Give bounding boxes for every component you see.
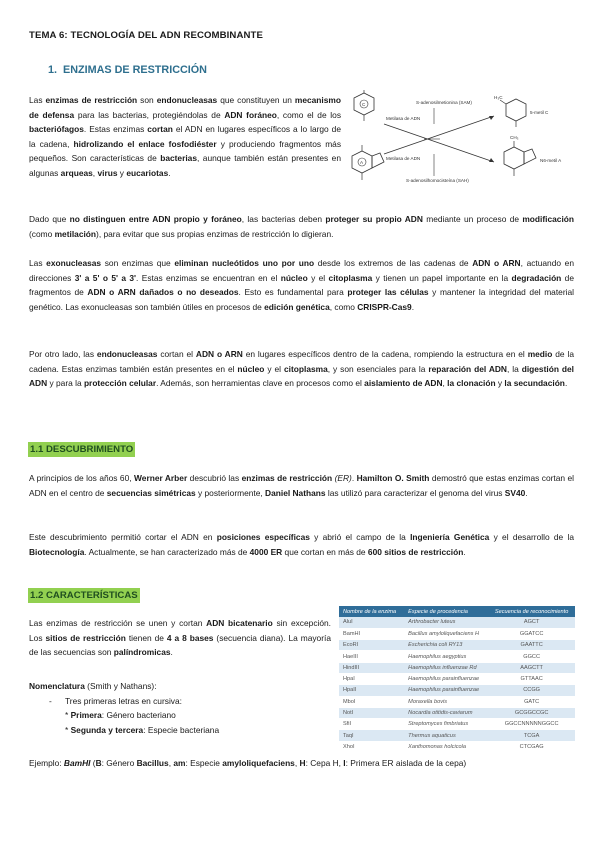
text-run: , las bacterias deben	[241, 214, 326, 224]
text-run: y tienen un papel importante en la	[372, 272, 512, 283]
cytosine-structure	[354, 90, 374, 121]
text-run: citoplasma	[328, 272, 373, 283]
text-run: endonucleasas	[156, 95, 218, 105]
nomenclature-sub-item-1: * Primera: Género bacteriano	[65, 710, 176, 721]
text-run: y abrió el campo de la	[309, 532, 411, 542]
text-run: H	[299, 758, 306, 768]
document-title: TEMA 6: TECNOLOGÍA DEL ADN RECOMBINANTE	[29, 30, 263, 41]
text-run: ,	[294, 758, 300, 768]
text-run: ADN bicatenario	[206, 618, 273, 628]
text-run: .	[463, 546, 466, 557]
intro-paragraph-4	[29, 347, 574, 391]
text-run: medio	[527, 349, 553, 359]
text-run: el ADN en lugares específicos a lo largo de la cadena,	[29, 124, 341, 149]
text-run: secuencias simétricas	[106, 487, 196, 498]
text-run: y el	[307, 272, 329, 283]
table-cell-enzyme: HpaI	[339, 673, 404, 684]
nomenclature-list-text: Tres primeras letras en cursiva:	[65, 695, 182, 706]
table-row	[339, 628, 575, 639]
text-run: amyloliquefaciens	[222, 758, 295, 768]
text-run: y	[495, 378, 505, 389]
text-run: virus	[97, 167, 118, 178]
text-run: enzimas de restricción	[45, 95, 138, 105]
text-run: .	[168, 167, 171, 178]
text-run: (como	[29, 228, 55, 239]
table-row	[339, 741, 575, 752]
text-run: protección celular	[83, 378, 157, 389]
text-run: , actuando en direcciones	[29, 258, 574, 283]
text-run: 600 sitios de restricción	[367, 546, 464, 557]
text-run: , la	[506, 363, 522, 374]
intro-paragraph-1	[29, 93, 341, 181]
text-run: 3' a 5' o 5' a 3'	[74, 272, 137, 283]
text-run: y posteriormente,	[195, 487, 266, 498]
table-cell-sequence: GATC	[488, 696, 575, 707]
text-run: Ejemplo:	[29, 758, 64, 768]
svg-text:A: A	[360, 160, 364, 165]
table-row	[339, 673, 575, 684]
table-cell-species: Escherichia coli RY13	[404, 640, 488, 651]
nomenclature-line	[29, 679, 331, 694]
table-row	[339, 696, 575, 707]
section-1-1-heading: 1.1 DESCUBRIMIENTO	[30, 444, 134, 455]
text-run: ADN foráneo	[224, 109, 277, 120]
table-cell-species: Streptomyces fimbriatus	[404, 719, 488, 730]
table-cell-sequence: GGCC	[488, 651, 575, 662]
text-run: , y son esenciales para la	[327, 363, 429, 374]
text-run: que cortan en más de	[282, 546, 368, 557]
text-run: las utilizó para caracterizar el genoma del virus	[325, 487, 505, 498]
text-run: ,	[442, 378, 448, 389]
text-run: bacterias	[160, 153, 197, 164]
text-run: endonucleasas	[96, 349, 158, 359]
table-row	[339, 651, 575, 662]
text-run: son	[137, 95, 157, 105]
text-run: 4000 ER	[249, 546, 283, 557]
section-1-1-paragraph-2	[29, 530, 574, 559]
text-run: la clonación	[447, 378, 496, 389]
table-header-species: Especie de procedencia	[404, 606, 488, 617]
text-run: . Además, son herramientas clave en procesos como el	[156, 378, 365, 389]
table-cell-enzyme: BamHI	[339, 628, 404, 639]
table-cell-sequence: GAATTC	[488, 640, 575, 651]
text-run: eliminan nucleótidos uno por uno	[174, 258, 315, 268]
table-cell-sequence: CCGG	[488, 685, 575, 696]
text-run: SV40	[504, 487, 526, 498]
intro-paragraph-2	[29, 212, 574, 241]
table-cell-sequence: GTTAAC	[488, 673, 575, 684]
table-cell-sequence: CTCGAG	[488, 741, 575, 752]
text-run: : Especie	[185, 758, 223, 768]
methyl-cytosine-structure	[494, 95, 549, 127]
text-run: Bacillus	[136, 758, 169, 768]
text-run: .	[564, 378, 568, 389]
table-cell-enzyme: HindIII	[339, 662, 404, 673]
table-row	[339, 685, 575, 696]
table-cell-enzyme: MboI	[339, 696, 404, 707]
methylation-diagram	[344, 90, 576, 196]
text-run: cortan	[147, 124, 173, 135]
text-run: B	[95, 758, 102, 768]
text-run: ADN o ARN dañados o no deseados	[87, 287, 239, 298]
table-cell-enzyme: HpaII	[339, 685, 404, 696]
table-row	[339, 707, 575, 718]
text-run: edición genética	[264, 301, 330, 312]
text-run: de fragmentos de	[29, 272, 574, 298]
text-run: la secundación	[504, 378, 565, 389]
text-run: que constituyen un	[217, 95, 295, 105]
text-run: cortan el	[157, 349, 196, 359]
text-run: . Estas enzimas	[83, 124, 148, 135]
table-row	[339, 662, 575, 673]
section-1-title: ENZIMAS DE RESTRICCIÓN	[63, 64, 207, 76]
table-header-enzyme: Nombre de la enzima	[339, 606, 404, 617]
svg-text:CH₃: CH₃	[510, 135, 519, 140]
table-cell-species: Nocardia otitidis-caviarum	[404, 707, 488, 718]
text-run: de la cadena. Estas enzimas también están presentes en el	[29, 349, 574, 374]
text-run: : Género	[101, 758, 137, 768]
adenine-structure	[352, 145, 384, 180]
table-cell-enzyme: SfiI	[339, 719, 404, 730]
bamhi-example	[29, 756, 574, 771]
text-run: (	[90, 758, 96, 768]
text-run: y para la	[47, 378, 84, 389]
text-run: 4 a 8 bases	[166, 632, 214, 643]
text-run: Biotecnología	[29, 546, 85, 557]
text-run: ,	[92, 167, 98, 178]
text-run: . Estas enzimas se encuentran en el	[136, 272, 281, 283]
text-run: : Cepa H,	[305, 758, 344, 768]
table-cell-species: Haemophilus parainfluenzae	[404, 685, 488, 696]
table-row	[339, 617, 575, 628]
table-row	[339, 640, 575, 651]
table-cell-enzyme: NotI	[339, 707, 404, 718]
table-cell-species: Moraxella bovis	[404, 696, 488, 707]
text-run: Este descubrimiento permitió cortar el ADN en	[29, 532, 217, 542]
text-run: (ER)	[332, 473, 352, 483]
text-run: : Primera ER aislada de la cepa)	[345, 758, 467, 768]
table-cell-species: Thermus aquaticus	[404, 730, 488, 741]
text-run: , como	[329, 301, 358, 312]
text-run: degradación	[511, 272, 562, 283]
table-cell-enzyme: EcoRI	[339, 640, 404, 651]
table-cell-species: Arthrobacter luteus	[404, 617, 488, 628]
text-run: en lugares específicos dentro de la cadena, rompiendo la estructura en el	[242, 349, 528, 359]
text-run: para las bacterias, protegiéndolas de	[74, 109, 225, 120]
text-run: am	[173, 758, 186, 768]
text-run: hidrolizando el enlace fosfodiéster	[73, 138, 217, 149]
text-run: , como el de los	[276, 109, 342, 120]
methylase-label-bottom: Metilasa de ADN	[386, 156, 421, 161]
text-run: y	[117, 167, 127, 178]
text-run: posiciones específicas	[216, 532, 310, 542]
text-run: exonucleasas	[46, 258, 102, 268]
text-run: ,	[168, 758, 174, 768]
table-cell-species: Haemophilus influenzae Rd	[404, 662, 488, 673]
text-run: arqueas	[60, 167, 93, 178]
text-run: y mantener la integridad del material genético. Las exonucleasas son también útiles en procesos de	[29, 287, 574, 312]
text-run: sin excepción. Los	[29, 618, 332, 643]
text-run: mediante un proceso de	[422, 214, 523, 224]
text-run: tienen de	[125, 632, 167, 643]
table-cell-sequence: GCGGCCGC	[488, 707, 575, 718]
text-run: demostró que estas enzimas cortan el ADN en el centro de	[29, 473, 575, 498]
text-run: no distinguen entre ADN propio y foráneo	[69, 214, 242, 224]
methylase-label-top: Metilasa de ADN	[386, 116, 421, 121]
text-run: Las	[29, 95, 46, 105]
methyl-a-label: N6-metil A	[540, 158, 562, 163]
section-1-2-paragraph-1	[29, 616, 331, 660]
text-run: ), para evitar que sus propias enzimas de restricción lo digieran.	[96, 228, 334, 239]
text-run: .	[351, 473, 357, 483]
text-run: son enzimas que	[101, 258, 175, 268]
text-run: modificación	[522, 214, 574, 224]
text-run: ADN o ARN	[195, 349, 243, 359]
svg-text:C: C	[362, 102, 366, 107]
methyl-c-label: 5-metil C	[530, 110, 549, 115]
text-run: CRISPR-Cas9	[357, 301, 412, 312]
text-run: Por otro lado, las	[29, 349, 97, 359]
section-1-heading	[48, 64, 207, 76]
text-run: eucariotas	[126, 167, 169, 178]
text-run: sitios de restricción	[45, 632, 126, 643]
text-run: proteger las células	[347, 287, 429, 298]
restriction-enzyme-table	[339, 606, 575, 753]
text-run: desde los extremos de las cadenas de	[314, 258, 473, 268]
text-run: aislamiento de ADN	[364, 378, 443, 389]
text-run: .	[411, 301, 415, 312]
table-header-sequence: Secuencia de reconocimiento	[488, 606, 575, 617]
text-run: Hamilton O. Smith	[356, 473, 430, 483]
section-1-number: 1.	[48, 64, 58, 76]
table-cell-sequence: GGATCC	[488, 628, 575, 639]
table-cell-species: Xanthomonas holcicola	[404, 741, 488, 752]
text-run: metilación	[54, 228, 97, 239]
text-run: mecanismo de defensa	[29, 95, 341, 120]
text-run: y el desarrollo de la	[489, 532, 574, 542]
text-run: y produciendo fragmentos más pequeños. Son características de	[29, 138, 342, 164]
table-cell-species: Haemophilus aegyptius	[404, 651, 488, 662]
text-run: Werner Arber	[134, 473, 188, 483]
nomenclature-label: Nomenclatura	[29, 681, 85, 691]
text-run: A principios de los años 60,	[29, 473, 135, 483]
table-cell-enzyme: XhoI	[339, 741, 404, 752]
table-row	[339, 730, 575, 741]
text-run: citoplasma	[283, 363, 328, 374]
text-run: I	[343, 758, 346, 768]
text-run: reparación del ADN	[428, 363, 507, 374]
text-run: bacteriófagos	[29, 124, 84, 135]
text-run: .	[525, 487, 528, 498]
table-cell-sequence: TCGA	[488, 730, 575, 741]
text-run: Ingeniería Genética	[410, 532, 490, 542]
table-cell-enzyme: TaqI	[339, 730, 404, 741]
text-run: palíndromicas	[113, 647, 171, 658]
text-run: . Actualmente, se han caracterizado más de	[84, 546, 250, 557]
table-cell-enzyme: AluI	[339, 617, 404, 628]
sam-label: S-adenosilmetionina (SAM)	[416, 100, 472, 105]
table-cell-sequence: AAGCTT	[488, 662, 575, 673]
nomenclature-sub-item-2: * Segunda y tercera: Especie bacteriana	[65, 724, 220, 735]
text-run: ADN o ARN	[472, 258, 521, 268]
nomenclature-rest: (Smith y Nathans):	[84, 681, 157, 691]
table-body	[339, 617, 575, 753]
section-1-2-heading: 1.2 CARACTERÍSTICAS	[30, 590, 138, 601]
table-cell-species: Bacillus amyloliquefaciens H	[404, 628, 488, 639]
text-run: enzimas de restricción	[241, 473, 333, 483]
table-cell-sequence: GGCCNNNNNGGCC	[488, 719, 575, 730]
text-run: digestión del ADN	[29, 363, 574, 389]
nomenclature-list-item: - Tres primeras letras en cursiva:	[49, 695, 182, 706]
text-run: Dado que	[29, 214, 70, 224]
text-run: Las	[29, 258, 47, 268]
text-run: BamHI	[63, 758, 91, 768]
section-1-1-paragraph-1	[29, 471, 574, 500]
methyl-adenine-structure	[504, 135, 562, 176]
text-run: y el	[264, 363, 284, 374]
text-run: Daniel Nathans	[265, 487, 326, 498]
text-run: Las enzimas de restricción se unen y cortan	[29, 618, 207, 628]
text-run: proteger su propio ADN	[325, 214, 423, 224]
table-cell-enzyme: HaeIII	[339, 651, 404, 662]
text-run: , aunque también están presentes en algunas	[29, 153, 341, 178]
table-cell-sequence: AGCT	[488, 617, 575, 628]
svg-text:H₃C: H₃C	[494, 95, 503, 100]
intro-paragraph-3	[29, 256, 574, 314]
text-run: . Esto es fundamental para	[238, 287, 348, 298]
text-run: núcleo	[280, 272, 308, 283]
text-run: (secuencia diana). La mayoría de las secuencias son	[29, 632, 331, 658]
text-run: .	[170, 647, 173, 658]
text-run: descubrió las	[187, 473, 242, 483]
text-run: núcleo	[237, 363, 265, 374]
sah-label: S-adenosilhomocisteína (SAH)	[406, 178, 469, 183]
table-row	[339, 719, 575, 730]
enzyme-table	[339, 606, 575, 753]
table-header-row	[339, 606, 575, 617]
table-cell-species: Haemophilus parainfluenzae	[404, 673, 488, 684]
nomenclature-block	[29, 679, 331, 737]
